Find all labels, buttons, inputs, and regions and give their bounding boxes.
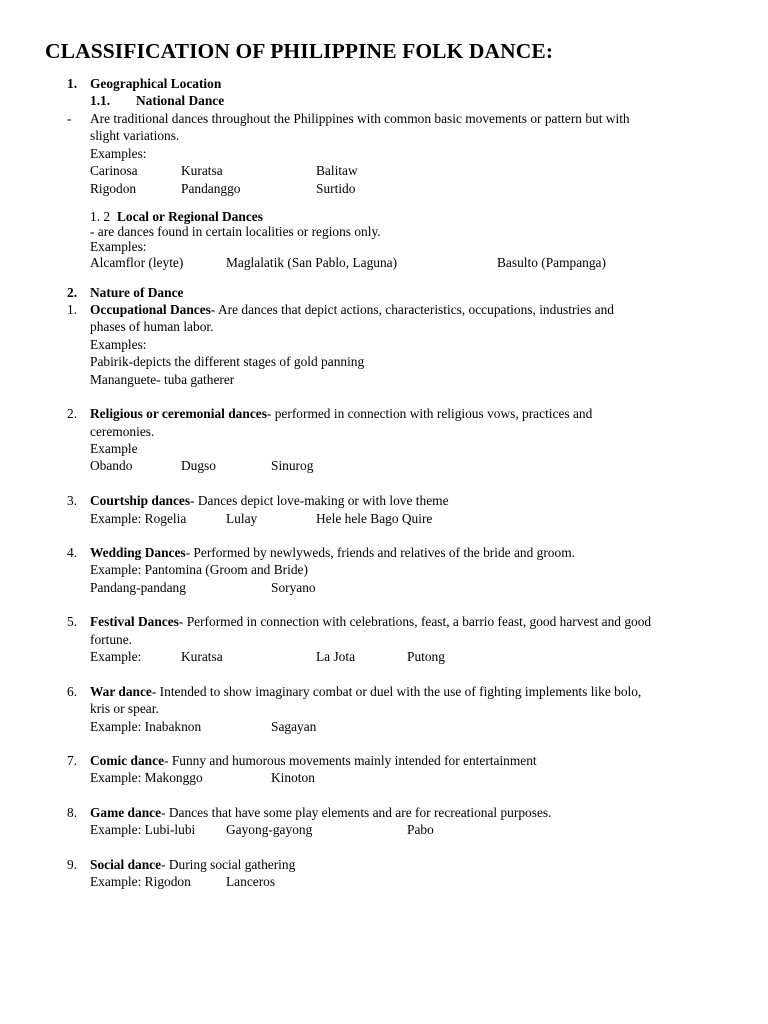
item-desc-line1	[90, 613, 651, 630]
item-desc-line1	[90, 301, 614, 318]
item-name: Wedding Dances	[90, 545, 186, 560]
item-name: Religious or ceremonial dances	[90, 406, 267, 421]
sub2-desc: - are dances found in certain localities or regions only.	[90, 224, 381, 239]
item-desc-line2: fortune.	[90, 632, 133, 647]
item-example: Lulay	[226, 511, 258, 526]
sub1-bullet: -	[67, 111, 72, 126]
sub2-example: Maglalatik (San Pablo, Laguna)	[226, 255, 398, 270]
item-desc-line1	[90, 804, 551, 821]
item-example: Pandang-pandang	[90, 580, 186, 595]
item-desc-line1	[90, 856, 295, 873]
item-desc-line2: kris or spear.	[90, 701, 159, 716]
item-examples-label: Examples:	[90, 337, 147, 352]
item-example: Kinoton	[271, 770, 315, 785]
item-desc: - Performed in connection with celebrations, feast, a barrio feast, good harvest and good	[178, 614, 652, 629]
item-number: 6.	[67, 684, 78, 699]
sub1-example: Balitaw	[316, 163, 358, 178]
item-desc-line2: phases of human labor.	[90, 319, 214, 334]
item-desc: - Dances depict love-making or with love theme	[190, 493, 449, 508]
item-example: La Jota	[316, 649, 356, 664]
item-example: Putong	[407, 649, 445, 664]
item-desc: - Performed by newlyweds, friends and relatives of the bride and groom.	[185, 545, 575, 560]
item-desc-line2: ceremonies.	[90, 424, 155, 439]
sub1-example: Kuratsa	[181, 163, 223, 178]
item-examples-label: Example: Inabaknon	[90, 719, 202, 734]
item-example-line: Mananguete- tuba gatherer	[90, 372, 235, 387]
item-desc-line1	[90, 405, 592, 422]
sub2-examples-label: Examples:	[90, 239, 147, 254]
item-number: 5.	[67, 614, 78, 629]
sub2-example: Alcamflor (leyte)	[90, 255, 184, 270]
item-examples-label: Example: Makonggo	[90, 770, 203, 785]
item-example: Obando	[90, 458, 133, 473]
item-examples-label: Example: Rogelia	[90, 511, 187, 526]
item-example: Soryano	[271, 580, 316, 595]
item-example: Hele hele Bago Quire	[316, 511, 433, 526]
item-desc-line1	[90, 492, 449, 509]
item-example-line: Example: Pantomina (Groom and Bride)	[90, 562, 308, 577]
page-title: CLASSIFICATION OF PHILIPPINE FOLK DANCE:	[45, 39, 554, 63]
section2-number: 2.	[67, 285, 78, 300]
item-number: 2.	[67, 406, 78, 421]
sub1-desc-line1: Are traditional dances throughout the Philippines with common basic movements or pattern but with	[90, 111, 630, 126]
item-name: Courtship dances	[90, 493, 191, 508]
item-number: 1.	[67, 302, 78, 317]
sub1-example: Rigodon	[90, 181, 137, 196]
sub1-desc-line2: slight variations.	[90, 128, 180, 143]
item-desc: - Are dances that depict actions, characteristics, occupations, industries and	[210, 302, 614, 317]
sub1-examples-label: Examples:	[90, 146, 147, 161]
sub1-example: Surtido	[316, 181, 356, 196]
sub2-heading: Local or Regional Dances	[117, 209, 263, 224]
item-number: 7.	[67, 753, 78, 768]
item-example: Sagayan	[271, 719, 317, 734]
item-example: Dugso	[181, 458, 216, 473]
sub1-heading: National Dance	[136, 93, 225, 108]
item-example: Gayong-gayong	[226, 822, 313, 837]
item-desc: - Funny and humorous movements mainly intended for entertainment	[164, 753, 537, 768]
item-desc: - performed in connection with religious vows, practices and	[266, 406, 593, 421]
sub2-example: Basulto (Pampanga)	[497, 255, 606, 270]
item-examples-label: Example: Lubi-lubi	[90, 822, 196, 837]
item-example: Lanceros	[226, 874, 276, 889]
item-name: Social dance	[90, 857, 162, 872]
item-desc-line1	[90, 683, 641, 700]
sub1-example: Carinosa	[90, 163, 138, 178]
sub2-number: 1. 2	[90, 209, 111, 224]
item-desc: - During social gathering	[161, 857, 296, 872]
item-desc: - Intended to show imaginary combat or duel with the use of fighting implements like bolo,	[151, 684, 642, 699]
item-name: Occupational Dances	[90, 302, 211, 317]
item-name: Comic dance	[90, 753, 165, 768]
sub1-number: 1.1.	[90, 93, 111, 108]
section1-number: 1.	[67, 76, 78, 91]
section2-heading: Nature of Dance	[90, 285, 184, 300]
item-examples-label: Example: Rigodon	[90, 874, 191, 889]
item-number: 3.	[67, 493, 78, 508]
section1-heading: Geographical Location	[90, 76, 222, 91]
item-example: Kuratsa	[181, 649, 223, 664]
item-example-line: Pabirik-depicts the different stages of gold panning	[90, 354, 365, 369]
item-name: Festival Dances	[90, 614, 179, 629]
item-examples-label: Example:	[90, 649, 142, 664]
item-desc-line1	[90, 544, 575, 561]
item-desc-line1	[90, 752, 537, 769]
item-name: War dance	[90, 684, 152, 699]
item-example: Sinurog	[271, 458, 314, 473]
item-example: Pabo	[407, 822, 434, 837]
item-name: Game dance	[90, 805, 162, 820]
sub1-example: Pandanggo	[181, 181, 241, 196]
item-examples-label: Example	[90, 441, 138, 456]
item-number: 4.	[67, 545, 78, 560]
item-desc: - Dances that have some play elements and are for recreational purposes.	[161, 805, 552, 820]
item-number: 9.	[67, 857, 78, 872]
item-number: 8.	[67, 805, 78, 820]
